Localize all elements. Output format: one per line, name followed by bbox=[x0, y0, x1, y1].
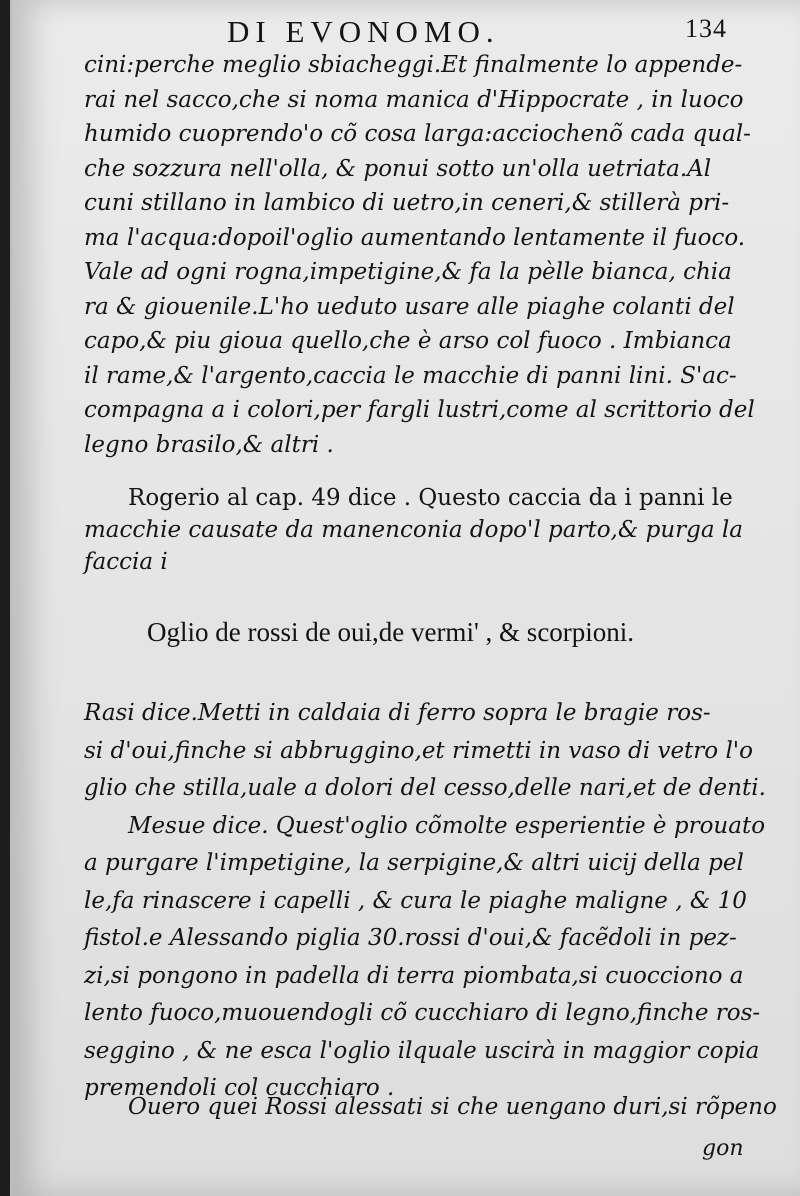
text-line: che sozzura nell'olla, & ponui sotto un'olla uetriata.Al bbox=[84, 155, 712, 182]
catchword: gon bbox=[702, 1136, 744, 1161]
text-line: cuni stillano in lambico di uetro,in ceneri,& stillerà pri- bbox=[84, 190, 730, 216]
section-heading: Oglio de rossi de oui,de vermi' , & scorpioni. bbox=[147, 617, 635, 647]
page-number: 134 bbox=[685, 14, 727, 43]
running-title: DI EVONOMO. bbox=[227, 14, 500, 49]
text-line: legno brasilo,& altri . bbox=[84, 431, 334, 458]
text-line: cini:perche meglio sbiacheggi.Et finalmente lo appende- bbox=[84, 52, 743, 78]
text-line: le,fa rinascere i capelli , & cura le piaghe maligne , & 10 bbox=[84, 887, 747, 914]
text-line: zi,si pongono in padella di terra piombata,si cuocciono a bbox=[84, 962, 744, 989]
paragraph-1 bbox=[84, 48, 774, 462]
text-line: faccia i bbox=[84, 549, 168, 575]
paragraph-2 bbox=[84, 482, 774, 578]
text-line: lento fuoco,muouendogli cõ cucchiaro di legno,finche ros- bbox=[84, 1000, 761, 1026]
text-line: seggino , & ne esca l'oglio ilquale uscirà in maggior copia bbox=[84, 1037, 760, 1064]
text-line: il rame,& l'argento,caccia le macchie di panni lini. S'ac- bbox=[84, 362, 737, 389]
text-line: fistol.e Alessando piglia 30.rossi d'oui,& facẽdoli in pez- bbox=[84, 925, 737, 951]
text-line: macchie causate da manenconia dopo'l parto,& purga la bbox=[84, 517, 743, 543]
text-line: ra & giouenile.L'ho ueduto usare alle piaghe colanti del bbox=[84, 293, 735, 320]
text-line: rai nel sacco,che si noma manica d'Hippocrate , in luoco bbox=[84, 86, 744, 113]
text-line: Rasi dice.Metti in caldaia di ferro sopra le bragie ros- bbox=[84, 700, 711, 726]
text-line: compagna a i colori,per fargli lustri,come al scrittorio del bbox=[84, 397, 755, 423]
text-line: glio che stilla,uale a dolori del cesso,delle nari,et de denti. bbox=[84, 775, 766, 801]
text-line: Mesue dice. Quest'oglio cõmolte esperientie è prouato bbox=[128, 812, 766, 839]
text-line: premendoli col cucchiaro . bbox=[84, 1075, 395, 1101]
text-line: Rogerio al cap. 49 dice . Questo caccia da i panni le bbox=[128, 485, 733, 511]
text-line: Vale ad ogni rogna,impetigine,& fa la pèlle bianca, chia bbox=[84, 259, 732, 285]
text-line: humido cuoprendo'o cõ cosa larga:acciochenõ cada qual- bbox=[84, 121, 751, 147]
text-line: capo,& piu gioua quello,che è arso col fuoco . Imbianca bbox=[84, 328, 732, 354]
text-line: a purgare l'impetigine, la serpigine,& altri uicij della pel bbox=[84, 850, 744, 876]
text-line: Ouero quei Rossi alessati si che uengano duri,si rõpeno bbox=[128, 1094, 777, 1120]
paragraph-3 bbox=[84, 695, 774, 1108]
book-page bbox=[10, 0, 800, 1196]
text-line: si d'oui,finche si abbruggino,et rimetti in vaso di vetro l'o bbox=[84, 737, 753, 764]
paragraph-4 bbox=[84, 1090, 777, 1124]
text-line: ma l'acqua:dopoil'oglio aumentando lentamente il fuoco. bbox=[84, 224, 746, 251]
